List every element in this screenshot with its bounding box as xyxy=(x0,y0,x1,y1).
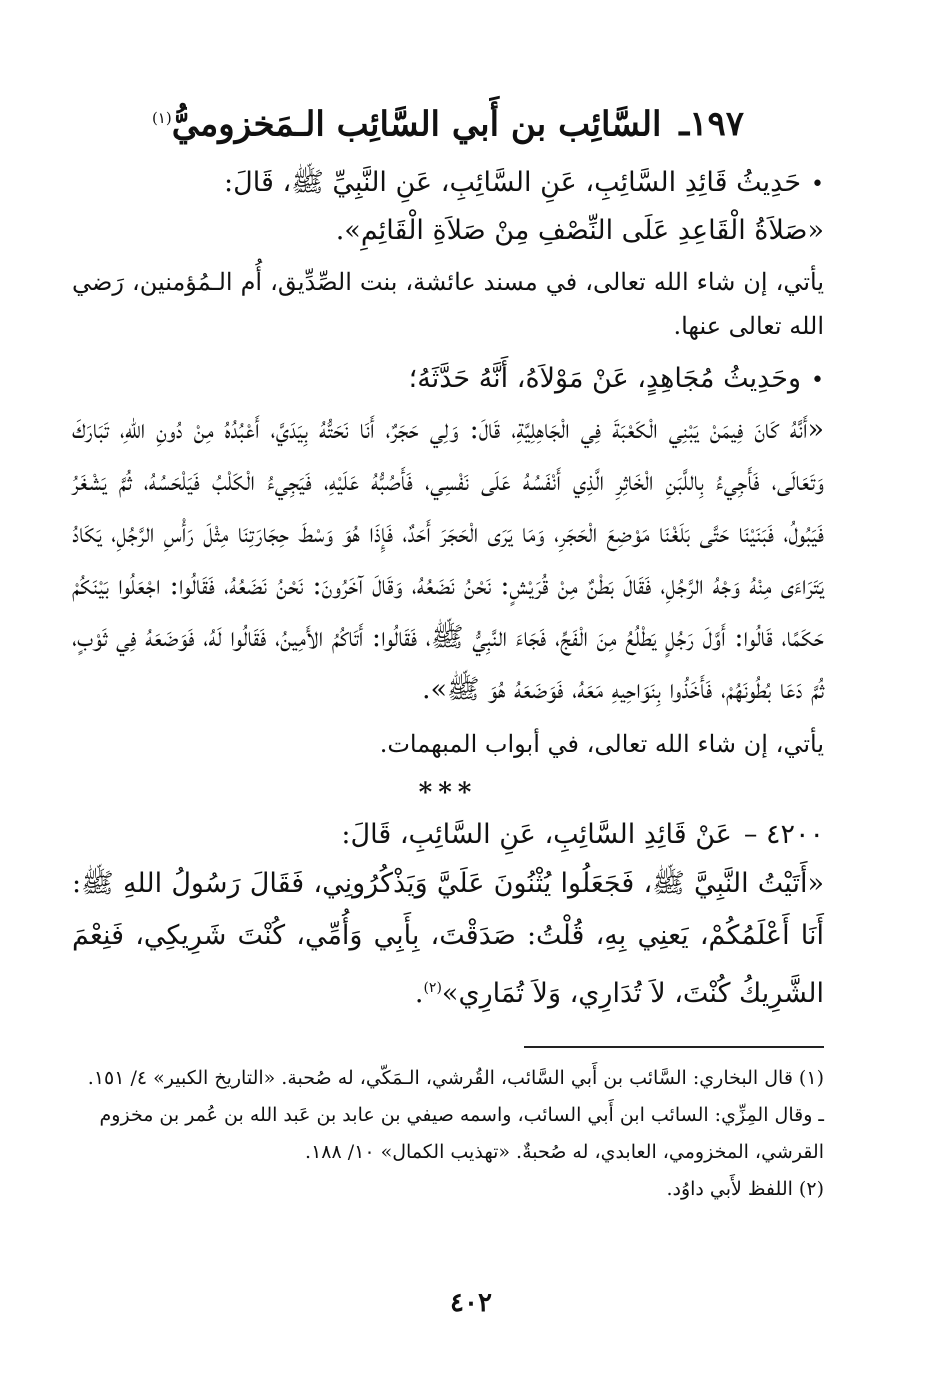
hadith-isnad: عَنْ قَائِدِ السَّائِبِ، عَنِ السَّائِبِ، قَالَ: xyxy=(341,819,732,851)
bullet-icon: • xyxy=(811,172,824,198)
hadith-matn: «أَتَيْتُ النَّبِيَّ ﷺ، فَجَعَلُوا يُثْنُونَ عَلَيَّ وَيَذْكُرُونِي، فَقَالَ رَسُولُ اللهِ ﷺ: أَنَا أَعْلَمُكُمْ، يَعنِي بِهِ، قُلْتُ: صَدَقْتَ، بِأَبِي وَأُمِّي، كُنْتَ شَرِيكِي، فَنِعْمَ الشَّرِيكُ كُنْتَ، لاَ تُدَارِي، وَلاَ تُمَارِي» xyxy=(72,868,824,1010)
heading-title: السَّائِب بن أَبي السَّائِب الـمَخزوميُّ xyxy=(171,104,662,145)
hadith-intro-2 xyxy=(72,356,824,404)
hadith-intro-1 xyxy=(72,160,824,208)
hadith-end: . xyxy=(414,978,424,1010)
heading-number: ١٩٧ـ xyxy=(679,104,745,145)
hadith-header-4200 xyxy=(72,812,824,858)
hadith-text-2: «أَنَّهُ كَانَ فِيمَنْ يَبْنِي الْكَعْبَةَ فِي الْجَاهِلِيَّةِ، قَالَ: وَلِي حَجَرٌ، أَنَا نَحَتُّهُ بِيَدَيَّ، أَعْبُدُهُ مِنْ دُونِ اللهِ، تَبَارَكَ وَتَعَالَى، فَأَجِيءُ بِاللَّبَنِ الْخَاثِرِ الَّذِي أَنْفَسُهُ عَلَى نَفْسِي، فَأَصُبُّهُ عَلَيْهِ، فَيَجِيءُ الْكَلْبُ فَيَلْحَسُهُ، ثُمَّ يَشْغَرُ فَيَبُولُ، فَبَنَيْنَا حَتَّى بَلَغْنَا مَوْضِعَ الْحَجَرِ، وَمَا يَرَى الْحَجَرَ أَحَدٌ، فَإِذَا هُوَ وَسْطَ حِجَارَتِنَا مِثْلَ رَأْسِ الرَّجُلِ، يَكَادُ يَتَرَاءَى مِنْهُ وَجْهُ الرَّجُلِ، فَقَالَ بَطْنٌ مِنْ قُرَيْشٍ: نَحْنُ نَضَعُهُ، وَقَالَ آخَرُونَ: نَحْنُ نَضَعُهُ، فَقَالُوا: اجْعَلُوا بَيْنَكُمْ حَكَمًا، قَالُوا: أَوَّلَ رَجُلٍ يَطْلُعُ مِنَ الْفَجِّ، فَجَاءَ النَّبِيُّ ﷺ، فَقَالُوا: أَتَاكُمُ الأَمِينُ، فَقَالُوا لَهُ، فَوَضَعَهُ فِي ثَوْبٍ، ثُمَّ دَعَا بُطُونَهُمْ، فَأَخَذُوا بِنَوَاحِيهِ مَعَهُ، فَوَضَعَهُ هُوَ ﷺ». xyxy=(72,414,824,706)
hadith-quote-1: «صَلاَةُ الْقَاعِدِ عَلَى النِّصْفِ مِنْ صَلاَةِ الْقَائِمِ». xyxy=(335,215,824,247)
intro-text-2: وحَدِيثُ مُجَاهِدٍ، عَنْ مَوْلاَهُ، أَنَّهُ حَدَّثَهُ؛ xyxy=(408,363,802,395)
cross-reference-note-2: يأتي، إن شاء الله تعالى، في أبواب المبهمات. xyxy=(379,730,824,759)
footnote-2: (٢) اللفظ لأَبي داوُد. xyxy=(666,1178,824,1201)
footnote-1-continued: ـ وقال المِزِّي: السائب ابن أَبي السائب، واسمه صيفي بن عابد بن عَبد الله بن عُمر بن مخزوم القرشي، المخزومي، العابدي، له صُحبةٌ. «تهذيب الكمال» ١٠/ ١٨٨. xyxy=(99,1104,824,1164)
hadith-text-4200 xyxy=(72,858,824,1020)
chapter-heading xyxy=(72,96,824,146)
section-separator: *** xyxy=(418,778,478,809)
intro-text-1: حَدِيثُ قَائِدِ السَّائِبِ، عَنِ السَّائِبِ، عَنِ النَّبِيِّ ﷺ، قَالَ: xyxy=(224,167,802,199)
footnote-1: (١) قال البخاري: السَّائب بن أَبي السَّائب، القُرشي، الـمَكّي، له صُحبة. «التاريخ الكبير» ٤/ ١٥١. xyxy=(87,1067,824,1090)
page-number: ٤٠٢ xyxy=(450,1288,492,1318)
footnote-divider xyxy=(524,1046,824,1048)
heading-footnote-ref[interactable]: (١) xyxy=(151,109,172,127)
footnotes xyxy=(72,1060,824,1208)
cross-reference-note-1: يأتي، إن شاء الله تعالى، في مسند عائشة، بنت الصِّدِّيق، أُم الـمُؤمنين، رَضي الله تعالى عنها. xyxy=(72,268,824,341)
bullet-icon: • xyxy=(811,368,824,394)
hadith-number: ٤٢٠٠ – xyxy=(743,819,824,851)
hadith-footnote-ref[interactable]: (٢) xyxy=(423,980,442,997)
